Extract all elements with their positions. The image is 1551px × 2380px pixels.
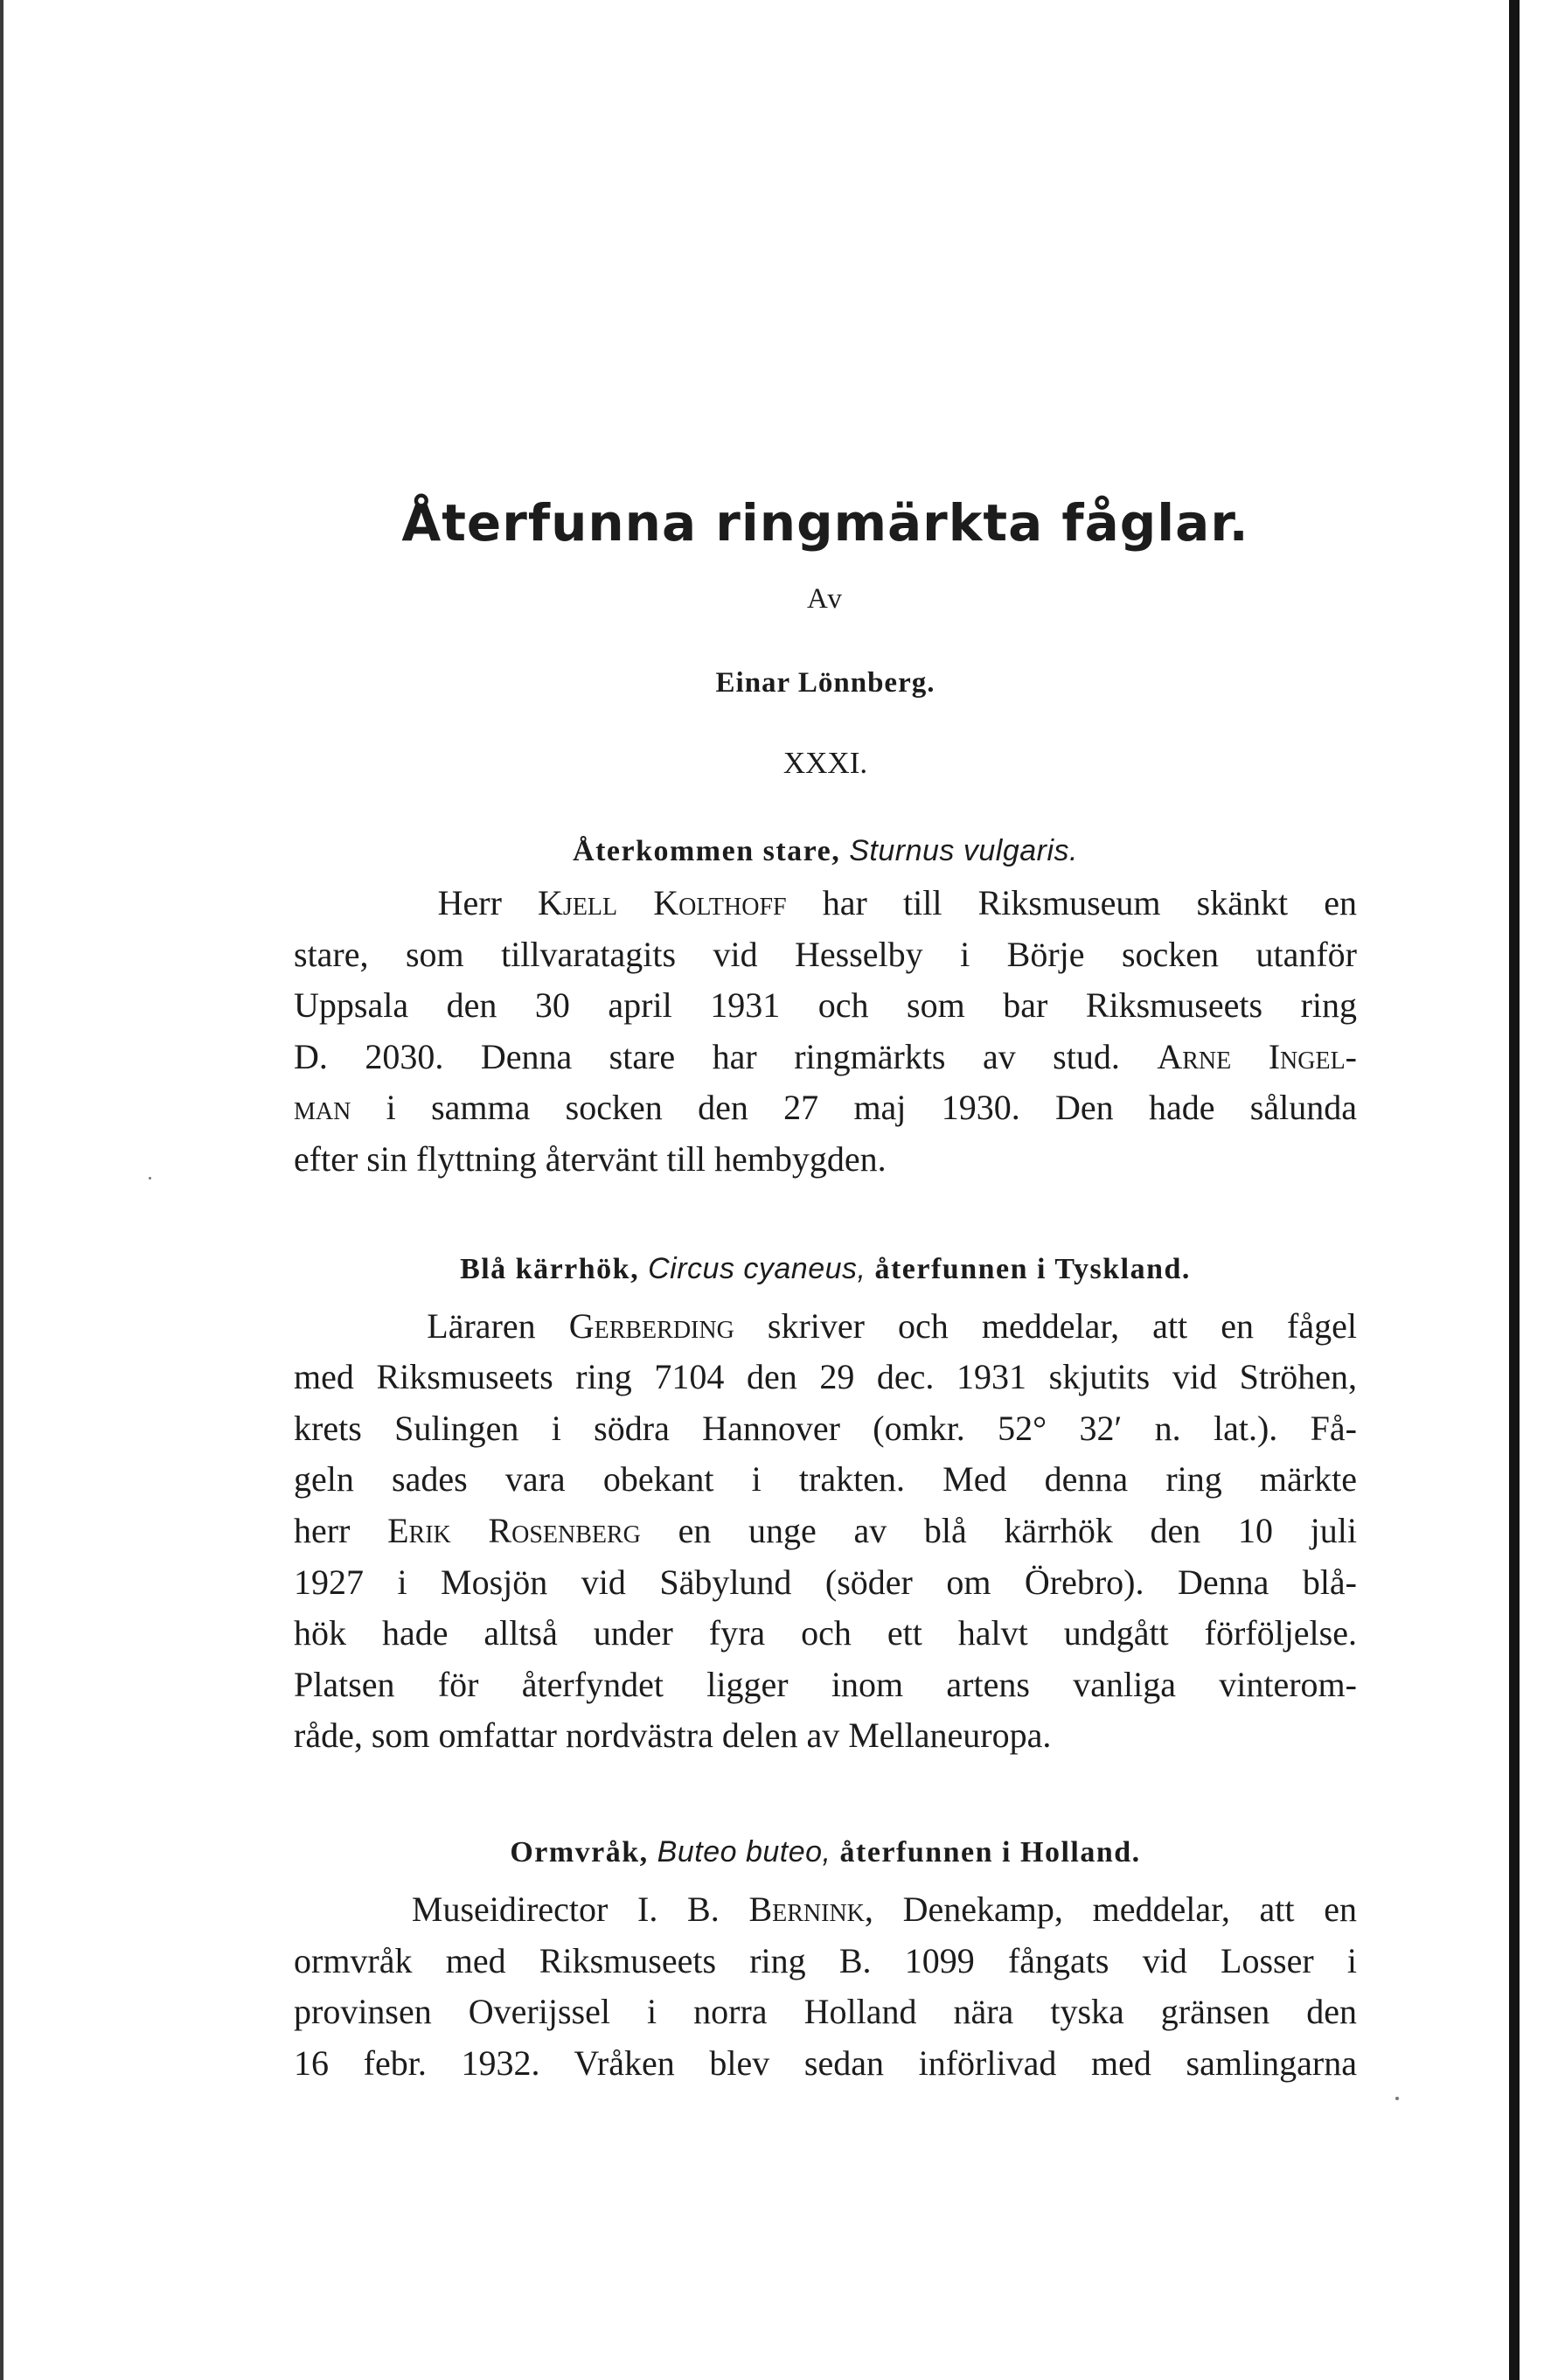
text-run: geln sades vara obekant i trakten. Med denna ring märkte xyxy=(294,1459,1357,1500)
paragraph xyxy=(294,878,1357,1186)
text-run: med Riksmuseets ring 7104 den 29 dec. 1931 skjutits vid Ströhen, xyxy=(294,1357,1357,1397)
text-run: efter sin flyttning återvänt till hembygden. xyxy=(294,1138,887,1179)
text-line xyxy=(294,1403,1357,1455)
text-line xyxy=(294,1936,1357,1987)
article-number: XXXI. xyxy=(782,746,868,780)
text-line xyxy=(294,1352,1357,1403)
text-run: stare, som tillvaratagits vid Hesselby i Börje socken utanför xyxy=(294,934,1357,974)
text-line xyxy=(294,878,1357,929)
section-heading-text: återfunnen i Tyskland. xyxy=(866,1252,1191,1285)
paragraph xyxy=(294,1301,1357,1762)
text-line xyxy=(294,980,1357,1032)
text-run: hök hade alltså under fyra och ett halvt undgått förföljelse. xyxy=(294,1613,1357,1653)
person-name: Kjell Kolthoff xyxy=(538,883,787,922)
text-line xyxy=(294,1301,1357,1353)
speck xyxy=(1395,2097,1399,2100)
text-line xyxy=(294,1884,1357,1936)
text-run: 16 febr. 1932. Vråken blev sedan införlivad med samlingarna xyxy=(294,2042,1357,2083)
text-run: D. 2030. Denna stare har ringmärkts av stud. xyxy=(294,1036,1158,1076)
text-run: , Denekamp, meddelar, att en xyxy=(864,1889,1358,1929)
text-line xyxy=(294,1082,1357,1134)
section-heading-text: Återkommen stare, xyxy=(573,835,850,867)
text-run: skriver och meddelar, att en fågel xyxy=(734,1305,1357,1346)
text-line xyxy=(294,1506,1357,1557)
text-run: Platsen för återfyndet ligger inom artens vanliga vinterom- xyxy=(294,1664,1357,1704)
text-line xyxy=(294,2038,1357,2090)
text-run: Uppsala den 30 april 1931 och som bar Riksmuseets ring xyxy=(294,985,1357,1026)
text-line xyxy=(294,1032,1357,1083)
text-run: ormvråk med Riksmuseets ring B. 1099 fångats vid Losser i xyxy=(294,1940,1357,1980)
person-name: Bernink xyxy=(748,1889,865,1929)
section-heading-text: återfunnen i Holland. xyxy=(831,1835,1141,1869)
text-run: en unge av blå kärrhök den 10 juli xyxy=(640,1510,1357,1550)
text-run: råde, som omfattar nordvästra delen av Mellaneuropa. xyxy=(294,1715,1052,1756)
section-heading-text: Blå kärrhök, xyxy=(460,1252,649,1285)
sections xyxy=(294,829,1357,2089)
text-run: i samma socken den 27 maj 1930. Den hade sålunda xyxy=(351,1088,1357,1128)
text-run: Museidirector I. B. xyxy=(294,1889,749,1929)
person-name: Gerberding xyxy=(568,1305,734,1346)
text-line xyxy=(294,929,1357,981)
section-heading-latin: Buteo buteo, xyxy=(657,1834,831,1869)
byline: Av xyxy=(807,583,844,615)
person-name: man xyxy=(294,1088,351,1128)
author-name: Einar Lönnberg. xyxy=(715,667,935,699)
text-run: 1927 i Mosjön vid Säbylund (söder om Örebro). Denna blå- xyxy=(294,1562,1357,1602)
text-run: Herr xyxy=(294,883,539,922)
section-heading-latin: Circus cyaneus, xyxy=(648,1251,866,1285)
text-line xyxy=(294,1987,1357,2038)
text-line xyxy=(294,1134,1357,1186)
paragraph xyxy=(294,1884,1357,2089)
text-run: Läraren xyxy=(294,1305,569,1346)
text-line xyxy=(294,1710,1357,1762)
text-run: herr xyxy=(294,1510,388,1550)
text-run: provinsen Overijssel i norra Holland nära tyska gränsen den xyxy=(294,1992,1357,2032)
speck xyxy=(149,1177,151,1180)
section-heading xyxy=(294,829,1357,873)
text-run: har till Riksmuseum skänkt en xyxy=(786,883,1357,922)
person-name: Erik Rosenberg xyxy=(387,1510,641,1550)
text-line xyxy=(294,1454,1357,1506)
section-heading-text: Ormvråk, xyxy=(510,1835,657,1869)
section-heading-latin: Sturnus vulgaris. xyxy=(849,834,1078,867)
text-line xyxy=(294,1557,1357,1609)
article xyxy=(294,490,1357,2089)
person-name: Arne Ingel- xyxy=(1157,1036,1357,1076)
article-title: Återfunna ringmärkta fåglar. xyxy=(401,493,1249,553)
section-heading xyxy=(294,1830,1357,1874)
text-line xyxy=(294,1608,1357,1660)
text-line xyxy=(294,1660,1357,1711)
text-run: krets Sulingen i södra Hannover (omkr. 52° 32′ n. lat.). Få- xyxy=(294,1408,1357,1448)
section-heading xyxy=(294,1247,1357,1291)
